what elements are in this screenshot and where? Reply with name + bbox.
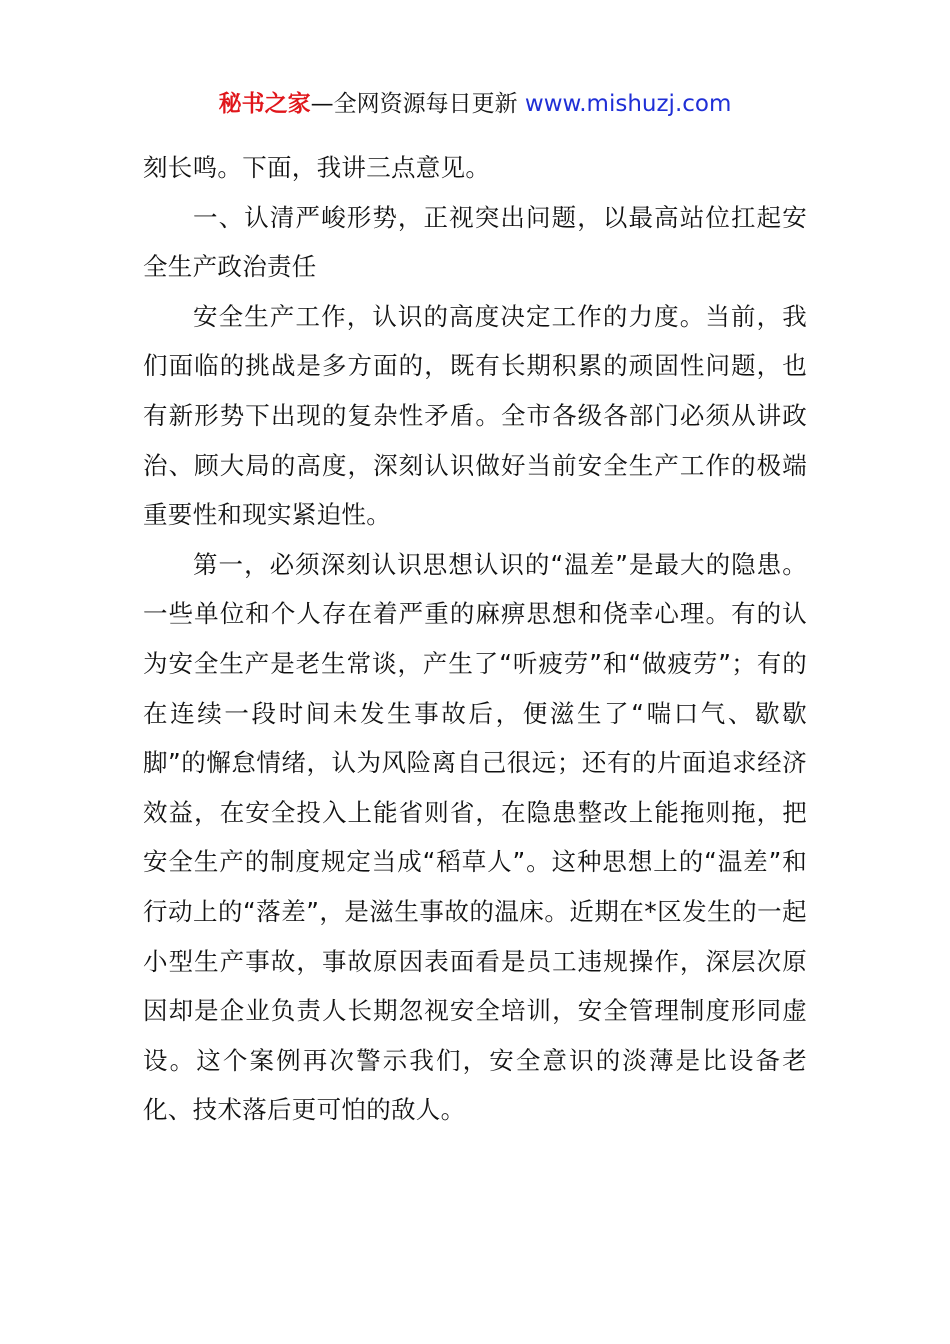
header-tagline: —全网资源每日更新 [310, 91, 518, 117]
site-header [0, 86, 950, 122]
paragraph-continuation: 刻长鸣。下面，我讲三点意见。 [143, 153, 491, 182]
paragraph: 第一，必须深刻认识思想认识的“温差”是最大的隐患。一些单位和个人存在着严重的麻痹思想和侥幸心理。有的认为安全生产是老生常谈，产生了“听疲劳”和“做疲劳”；有的在连续一段时间未发生事故后，便滋生了“喘口气、歇歇脚”的懈怠情绪，认为风险离自己很远；还有的片面追求经济效益，在安全投入上能省则省，在隐患整改上能拖则拖，把安全生产的制度规定当成“稻草人”。这种思想上的“温差”和行动上的“落差”，是滋生事故的温床。近期在*区发生的一起小型生产事故，事故原因表面看是员工违规操作，深层次原因却是企业负责人长期忽视安全培训，安全管理制度形同虚设。这个案例再次警示我们，安全意识的淡薄是比设备老化、技术落后更可怕的敌人。 [143, 549, 807, 1125]
brand-name: 秘书之家 [218, 91, 311, 117]
paragraph: 安全生产工作，认识的高度决定工作的力度。当前，我们面临的挑战是多方面的，既有长期积累的顽固性问题，也有新形势下出现的复杂性矛盾。全市各级各部门必须从讲政治、顾大局的高度，深刻认识做好当前安全生产工作的极端重要性和现实紧迫性。 [143, 301, 807, 530]
site-url-link[interactable]: www.mishuzj.com [524, 91, 732, 117]
section-heading: 一、认清严峻形势，正视突出问题，以最高站位扛起安全生产政治责任 [143, 202, 807, 282]
document-body [143, 143, 807, 1135]
